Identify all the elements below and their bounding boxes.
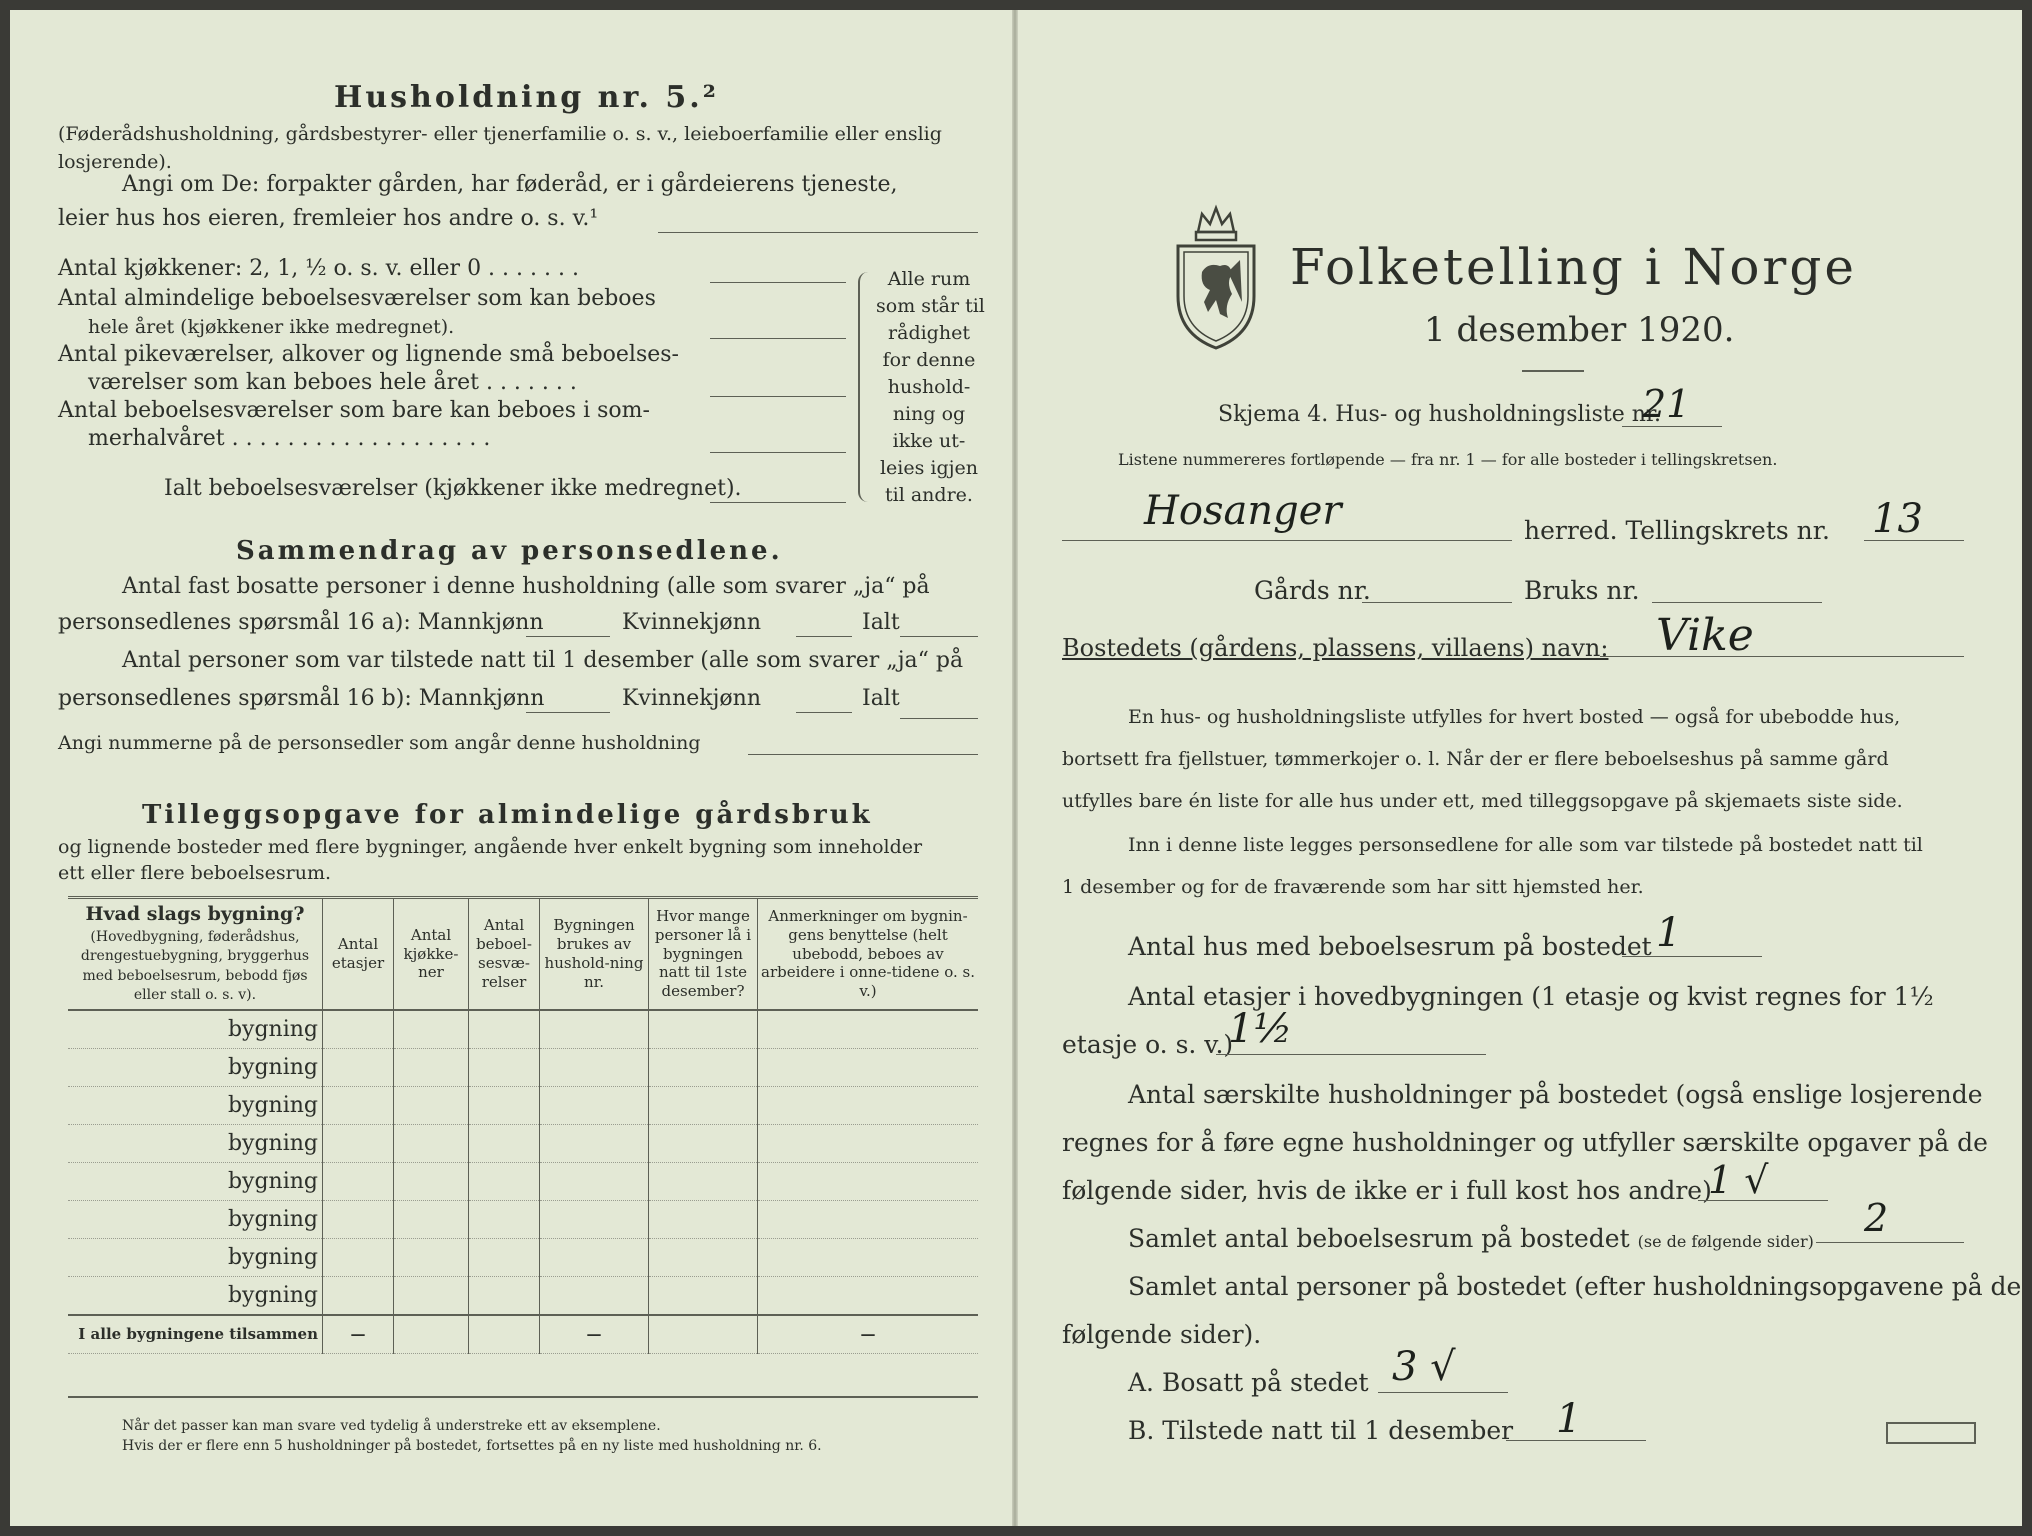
table-row[interactable]: [68, 1276, 978, 1315]
a-etasjer-line: [1216, 1054, 1486, 1055]
q-pers-1: Samlet antal personer på bostedet (efter husholdningsopgavene på de: [1128, 1272, 2022, 1301]
a-hush[interactable]: 1 √: [1708, 1158, 1769, 1202]
col-floors: Antal etasjer: [323, 898, 394, 1010]
q-tilstede: B. Tilstede natt til 1 desember: [1128, 1416, 1514, 1445]
household-subtitle: (Føderådshusholdning, gårdsbestyrer- eller tjenerfamilie o. s. v., leieboerfamilie eller enslig losjerende).: [58, 123, 942, 173]
col-rooms: Antal beboel-sesvæ-relser: [469, 898, 540, 1010]
small-rooms-answer[interactable]: [710, 396, 846, 397]
listene-note: Listene nummereres fortløpende — fra nr. 1 — for alle bosteder i tellingskretsen.: [1118, 450, 1778, 469]
a-etasjer[interactable]: 1½: [1228, 1006, 1293, 1052]
rooms-total: Ialt beboelsesværelser (kjøkkener ikke medregnet).: [164, 476, 742, 501]
brace-note-line: ikke ut-: [892, 430, 966, 452]
sum-household: —: [540, 1315, 649, 1354]
skjema-number-line: [1622, 426, 1722, 427]
angi-answer-line[interactable]: [658, 232, 978, 233]
printer-stamp: [1886, 1422, 1976, 1444]
supplement-text-1: og lignende bosteder med flere bygninger, angående hver enkelt bygning som inneholder: [58, 836, 923, 858]
krets-line: [1864, 540, 1964, 541]
census-sheet: [10, 10, 2022, 1526]
table-row[interactable]: [68, 1086, 978, 1124]
brace-note-line: leies igjen: [879, 457, 979, 479]
a-bosatt-line: [1378, 1392, 1508, 1393]
gards-label: Gårds nr.: [1254, 576, 1371, 605]
supplement-text-2: ett eller flere beboelsesrum.: [58, 862, 332, 884]
a-hus-line: [1622, 956, 1762, 957]
col-building-type-note: (Hovedbygning, føderådshus, drengestuebygning, bryggerhus med beboelsesrum, bebodd fjøs eller stall o. s. v).: [80, 928, 310, 1004]
col-remarks: Anmerkninger om bygnin-gens benyttelse (helt ubebodd, beboes av arbeidere i onne-tidene o. s. v.): [758, 898, 979, 1010]
q-hus: Antal hus med beboelsesrum på bostedet: [1128, 932, 1652, 961]
row-label: bygning: [227, 1054, 318, 1080]
bosted-value[interactable]: Vike: [1656, 610, 1754, 661]
summary-numbers: Angi nummerne på de personsedler som angår denne husholdning: [58, 732, 701, 754]
a-bosatt[interactable]: 3 √: [1392, 1344, 1456, 1390]
sum-label: I alle bygningene tilsammen: [68, 1315, 323, 1354]
q-rum: [1128, 1224, 1814, 1253]
footnote-1: Når det passer kan man svare ved tydelig å understreke ett av eksemplene.: [122, 1418, 661, 1434]
household-title: Husholdning nr. 5.²: [334, 80, 719, 115]
bosted-line: [1600, 656, 1964, 657]
rooms-small-2: værelser som kan beboes hele året . . . . . . .: [88, 370, 577, 395]
summary-total-2: Ialt: [862, 686, 900, 711]
table-row[interactable]: [68, 1162, 978, 1200]
herred-label: herred. Tellingskrets nr.: [1524, 516, 1830, 545]
male-night-answer[interactable]: [526, 712, 610, 713]
brace-note-line: Alle rum: [887, 268, 971, 290]
right-page: [1016, 10, 2022, 1526]
gards-line[interactable]: [1362, 602, 1512, 603]
summary-line-1: Antal fast bosatte personer i denne husholdning (alle som svarer „ja“ på: [122, 574, 930, 599]
brace-note-line: for denne: [882, 349, 976, 371]
male-present-answer[interactable]: [526, 636, 610, 637]
kitchens-answer[interactable]: [710, 282, 846, 283]
rooms-kitchens: Antal kjøkkener: 2, 1, ½ o. s. v. eller 0 . . . . . . .: [58, 256, 579, 281]
summary-female: Kvinnekjønn: [622, 610, 761, 635]
a-tilstede[interactable]: 1: [1556, 1396, 1582, 1442]
a-tilstede-line: [1506, 1440, 1646, 1441]
row-label: bygning: [227, 1130, 318, 1156]
bruks-line[interactable]: [1652, 602, 1822, 603]
q-etasjer-2: etasje o. s. v.): [1062, 1030, 1234, 1059]
intro-line-2: bortsett fra fjellstuer, tømmerkojer o. l. Når der er flere beboelseshus på samme gård: [1062, 748, 1889, 770]
bruks-label: Bruks nr.: [1524, 576, 1640, 605]
numbers-answer[interactable]: [748, 754, 978, 755]
norway-coat-of-arms-icon: [1168, 202, 1264, 352]
brace-note-line: hushold-: [887, 376, 971, 398]
skjema-label: Skjema 4. Hus- og husholdningsliste nr.: [1218, 402, 1661, 427]
q-rum-text: Samlet antal beboelsesrum på bostedet: [1128, 1224, 1630, 1253]
angi-line-2: leier hus hos eieren, fremleier hos andre o. s. v.¹: [58, 206, 599, 231]
col-persons: Hvor mange personer lå i bygningen natt til 1ste desember?: [649, 898, 758, 1010]
summary-title: Sammendrag av personsedlene.: [236, 536, 783, 566]
table-sum-row: [68, 1315, 978, 1354]
rooms-regular-2: hele året (kjøkkener ikke medregnet).: [88, 316, 455, 338]
summary-line-4: personsedlenes spørsmål 16 b): Mannkjønn: [58, 686, 545, 711]
row-label: bygning: [227, 1092, 318, 1118]
summary-total: Ialt: [862, 610, 900, 635]
intro-line-5: 1 desember og for de fraværende som har sitt hjemsted her.: [1062, 876, 1644, 898]
intro-line-3: utfylles bare én liste for alle hus under ett, med tilleggsopgave på skjemaets siste side.: [1062, 790, 1903, 812]
summary-line-2: personsedlenes spørsmål 16 a): Mannkjønn: [58, 610, 544, 635]
row-label: bygning: [227, 1244, 318, 1270]
rooms-regular: Antal almindelige beboelsesværelser som kan beboes: [58, 286, 656, 311]
summer-rooms-answer[interactable]: [710, 452, 846, 453]
row-label: bygning: [227, 1206, 318, 1232]
intro-line-1: En hus- og husholdningsliste utfylles for hvert bosted — også for ubebodde hus,: [1128, 706, 1901, 728]
skjema-number[interactable]: 21: [1642, 382, 1691, 426]
brace-note-line: rådighet: [888, 322, 970, 344]
a-hus[interactable]: 1: [1656, 910, 1682, 956]
census-date: 1 desember 1920.: [1424, 310, 1735, 350]
q-bosatt: A. Bosatt på stedet: [1128, 1368, 1369, 1397]
q-rum-note: (se de følgende sider): [1637, 1232, 1814, 1251]
female-present-answer[interactable]: [796, 636, 852, 637]
building-table-header: [68, 898, 978, 1010]
summary-female-2: Kvinnekjønn: [622, 686, 761, 711]
col-building-type-label: Hvad slags bygning?: [85, 903, 305, 925]
building-table: [68, 896, 978, 1354]
sum-remarks: —: [758, 1315, 979, 1354]
q-hush-2: regnes for å føre egne husholdninger og utfyller særskilte opgaver på de: [1062, 1128, 1988, 1157]
rooms-summer-2: merhalvåret . . . . . . . . . . . . . . . . . . .: [88, 426, 491, 451]
row-label: bygning: [227, 1016, 318, 1042]
total-present-answer[interactable]: [900, 636, 978, 637]
q-pers-2: følgende sider).: [1062, 1320, 1262, 1349]
q-hush-1: Antal særskilte husholdninger på bostedet (også enslige losjerende: [1128, 1080, 1983, 1109]
brace-note-line: til andre.: [885, 484, 973, 506]
table-row[interactable]: [68, 1200, 978, 1238]
a-rum[interactable]: 2: [1864, 1196, 1889, 1240]
total-night-answer[interactable]: [900, 718, 978, 719]
herred-line: [1062, 540, 1512, 541]
main-title: Folketelling i Norge: [1290, 238, 1857, 296]
brace-note: [876, 266, 985, 509]
col-building-type: [68, 898, 323, 1010]
intro-line-4: Inn i denne liste legges personsedlene for alle som var tilstede på bostedet natt til: [1128, 834, 1923, 856]
regular-rooms-answer[interactable]: [710, 338, 846, 339]
summary-line-3: Antal personer som var tilstede natt til 1 desember (alle som svarer „ja“ på: [122, 648, 964, 673]
krets-value[interactable]: 13: [1872, 496, 1923, 542]
title-rule: [1522, 370, 1584, 372]
rooms-total-answer[interactable]: [710, 502, 846, 503]
female-night-answer[interactable]: [796, 712, 852, 713]
supplement-title: Tilleggsopgave for almindelige gårdsbruk: [142, 800, 873, 830]
q-hush-3: følgende sider, hvis de ikke er i full kost hos andre): [1062, 1176, 1712, 1205]
table-row[interactable]: [68, 1238, 978, 1276]
row-label: bygning: [227, 1282, 318, 1308]
bosted-label: [1062, 634, 1608, 662]
table-row[interactable]: [68, 1124, 978, 1162]
sum-floors: —: [323, 1315, 394, 1354]
rooms-small: Antal pikeværelser, alkover og lignende små beboelses-: [58, 342, 679, 367]
angi-line-1: Angi om De: forpakter gården, har føderåd, er i gårdeierens tjeneste,: [122, 172, 898, 197]
rooms-brace: [858, 272, 876, 502]
herred-value[interactable]: Hosanger: [1144, 488, 1342, 534]
q-etasjer-1: Antal etasjer i hovedbygningen (1 etasje og kvist regnes for 1½: [1128, 982, 1934, 1011]
table-bottom-rule: [68, 1396, 978, 1398]
rooms-summer: Antal beboelsesværelser som bare kan beboes i som-: [58, 398, 650, 423]
left-page: [10, 10, 1014, 1526]
col-kitchens: Antal kjøkke-ner: [394, 898, 469, 1010]
brace-note-line: som står til: [876, 295, 985, 317]
col-household: Bygningen brukes av hushold-ning nr.: [540, 898, 649, 1010]
brace-note-line: ning og: [892, 403, 966, 425]
bosted-label-text: Bostedets (gårdens, plassens, villaens) navn:: [1062, 634, 1609, 662]
a-rum-line: [1816, 1242, 1964, 1243]
row-label: bygning: [227, 1168, 318, 1194]
table-row[interactable]: [68, 1048, 978, 1086]
footnote-2: Hvis der er flere enn 5 husholdninger på bostedet, fortsettes på en ny liste med husholdning nr. 6.: [122, 1438, 822, 1454]
table-row[interactable]: [68, 1010, 978, 1049]
a-hush-line: [1698, 1200, 1828, 1201]
